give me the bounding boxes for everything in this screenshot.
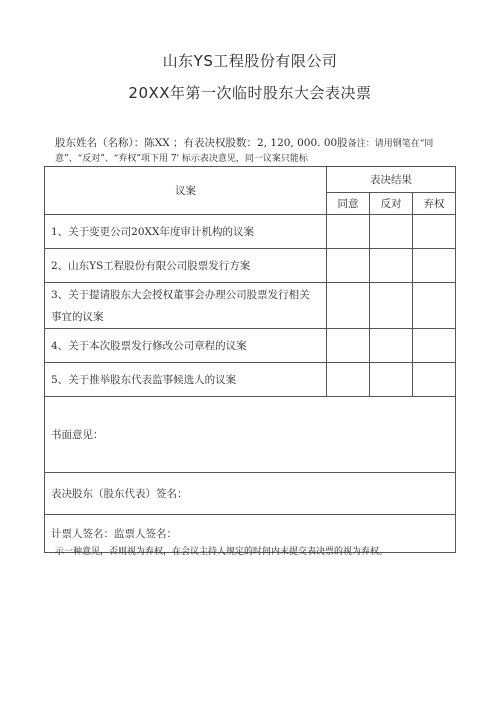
agree-header: 同意 bbox=[327, 193, 370, 215]
motion-5-text: 5、关于推举股东代表监事候选人的议案 bbox=[45, 363, 327, 397]
shareholder-info bbox=[55, 136, 460, 166]
motion-4-text: 4、关于本次股票发行修改公司章程的议案 bbox=[45, 329, 327, 363]
motion-header: 议案 bbox=[45, 167, 327, 215]
written-opinion-field[interactable] bbox=[45, 397, 456, 473]
written-opinion-label: 书面意见： bbox=[51, 429, 104, 441]
shareholder-signature-field[interactable] bbox=[45, 473, 456, 515]
motion-2-agree-cell[interactable] bbox=[327, 249, 370, 283]
motion-1-abstain-cell[interactable] bbox=[413, 215, 456, 249]
motion-3-oppose-cell[interactable] bbox=[370, 283, 413, 329]
motion-5-abstain-cell[interactable] bbox=[413, 363, 456, 397]
motion-2-oppose-cell[interactable] bbox=[370, 249, 413, 283]
motion-4-agree-cell[interactable] bbox=[327, 329, 370, 363]
motion-1-agree-cell[interactable] bbox=[327, 215, 370, 249]
motion-1-oppose-cell[interactable] bbox=[370, 215, 413, 249]
motion-row bbox=[45, 329, 456, 363]
abstain-header: 弃权 bbox=[413, 193, 456, 215]
oppose-header: 反对 bbox=[370, 193, 413, 215]
shareholder-line: 股东姓名（名称）：陈XX ；有表决权股数：2, 120, 000. 00股 bbox=[55, 137, 348, 149]
motion-5-agree-cell[interactable] bbox=[327, 363, 370, 397]
ballot-title: 20XX年第一次临时股东大会表决票 bbox=[128, 84, 372, 102]
motion-4-oppose-cell[interactable] bbox=[370, 329, 413, 363]
motion-5-oppose-cell[interactable] bbox=[370, 363, 413, 397]
motion-row bbox=[45, 215, 456, 249]
voting-table bbox=[44, 166, 456, 553]
result-header: 表决结果 bbox=[327, 167, 456, 193]
company-title: 山东YS工程股份有限公司 bbox=[162, 52, 338, 70]
motion-4-abstain-cell[interactable] bbox=[413, 329, 456, 363]
motion-row bbox=[45, 363, 456, 397]
voting-note: 备注：请用钢笔在“同意”、“反对”、“弃权”项下用 7' 标示表决意见，同一议案只能标 bbox=[55, 139, 434, 164]
motion-3-abstain-cell[interactable] bbox=[413, 283, 456, 329]
motion-2-abstain-cell[interactable] bbox=[413, 249, 456, 283]
footer-note: 示一种意见，否则视为弃权，在会议主持人规定的时间内未提交表决票的视为弃权。 bbox=[55, 547, 389, 557]
motion-1-text: 1、关于变更公司20XX年度审计机构的议案 bbox=[45, 215, 327, 249]
motion-row bbox=[45, 283, 456, 329]
motion-2-text: 2、山东YS工程股份有限公司股票发行方案 bbox=[45, 249, 327, 283]
motion-row bbox=[45, 249, 456, 283]
motion-3-agree-cell[interactable] bbox=[327, 283, 370, 329]
shareholder-signature-label: 表决股东（股东代表）签名： bbox=[51, 488, 188, 500]
teller-signature-label: 计票人签名：监票人签名： bbox=[51, 528, 177, 540]
motion-3-text: 3、关于提请股东大会授权董事会办理公司股票发行相关事宜的议案 bbox=[45, 283, 327, 329]
